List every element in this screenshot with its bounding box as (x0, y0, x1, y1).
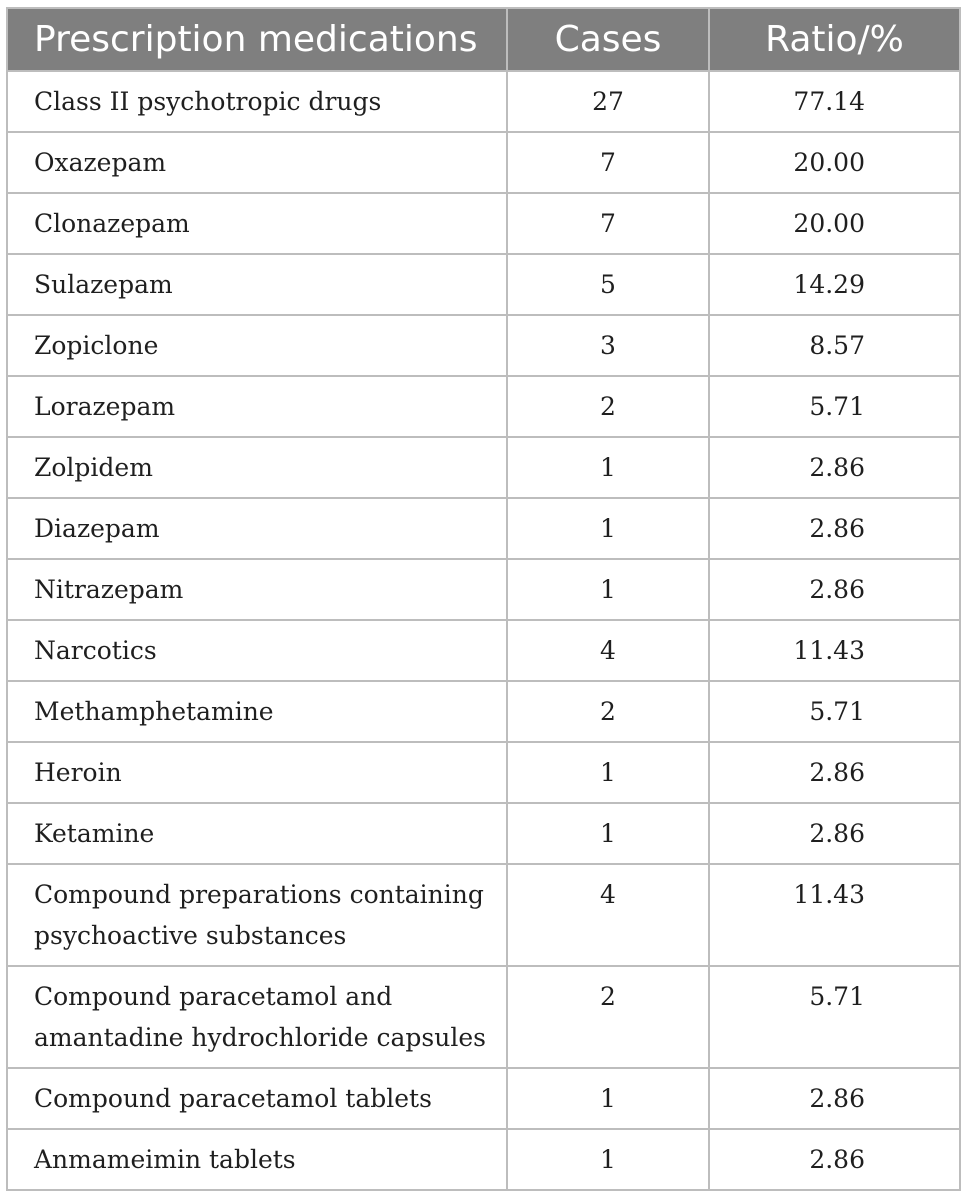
row-name: Narcotics (34, 636, 157, 665)
table-row (7, 71, 960, 132)
row-ratio-cell (709, 71, 960, 132)
header-ratio: Ratio/% (709, 8, 960, 71)
row-cases: 2 (600, 982, 616, 1011)
row-cases-cell (507, 315, 709, 376)
row-ratio-cell (709, 864, 960, 966)
row-cases: 1 (600, 453, 616, 482)
row-cases: 2 (600, 392, 616, 421)
row-ratio-cell (709, 376, 960, 437)
row-ratio: 14.29 (793, 270, 865, 299)
row-cases-cell (507, 132, 709, 193)
table-row (7, 681, 960, 742)
table-row (7, 193, 960, 254)
row-name: Diazepam (34, 514, 160, 543)
row-name: Oxazepam (34, 148, 167, 177)
table-row (7, 315, 960, 376)
row-cases: 5 (600, 270, 616, 299)
row-cases-cell (507, 864, 709, 966)
table-header-row (7, 8, 960, 71)
row-cases: 3 (600, 331, 616, 360)
row-ratio: 20.00 (793, 209, 865, 238)
row-cases-cell (507, 1068, 709, 1129)
table-row (7, 620, 960, 681)
row-cases: 1 (600, 575, 616, 604)
row-ratio: 2.86 (809, 453, 865, 482)
row-ratio: 5.71 (809, 392, 865, 421)
row-cases-cell (507, 376, 709, 437)
table-row (7, 559, 960, 620)
row-name: Compound preparations containing psychoactive substances (34, 880, 484, 950)
row-ratio-cell (709, 559, 960, 620)
row-cases-cell (507, 193, 709, 254)
row-ratio: 2.86 (809, 575, 865, 604)
table-row (7, 742, 960, 803)
table-row (7, 1068, 960, 1129)
row-name: Compound paracetamol and amantadine hydrochloride capsules (34, 982, 486, 1052)
row-ratio-cell (709, 966, 960, 1068)
row-name-cell (7, 437, 507, 498)
row-ratio-cell (709, 254, 960, 315)
row-cases: 4 (600, 636, 616, 665)
row-ratio-cell (709, 803, 960, 864)
row-name-cell (7, 1129, 507, 1190)
row-name: Nitrazepam (34, 575, 184, 604)
row-name-cell (7, 71, 507, 132)
row-ratio-cell (709, 437, 960, 498)
header-prescription-medications: Prescription medications (7, 8, 507, 71)
table-row (7, 376, 960, 437)
row-cases: 27 (592, 87, 624, 116)
row-ratio: 2.86 (809, 1084, 865, 1113)
row-name-cell (7, 864, 507, 966)
header-cases: Cases (507, 8, 709, 71)
row-cases: 4 (600, 880, 616, 909)
row-cases-cell (507, 254, 709, 315)
row-ratio-cell (709, 1068, 960, 1129)
row-ratio-cell (709, 620, 960, 681)
row-cases-cell (507, 681, 709, 742)
row-ratio-cell (709, 315, 960, 376)
row-ratio-cell (709, 132, 960, 193)
row-ratio: 11.43 (793, 636, 865, 665)
row-name: Heroin (34, 758, 122, 787)
row-cases-cell (507, 559, 709, 620)
row-cases-cell (507, 742, 709, 803)
row-name: Methamphetamine (34, 697, 274, 726)
row-ratio-cell (709, 498, 960, 559)
row-ratio: 5.71 (809, 982, 865, 1011)
row-cases: 1 (600, 1084, 616, 1113)
row-name-cell (7, 681, 507, 742)
row-ratio: 2.86 (809, 514, 865, 543)
row-name-cell (7, 559, 507, 620)
row-name: Sulazepam (34, 270, 173, 299)
row-name-cell (7, 132, 507, 193)
row-name-cell (7, 620, 507, 681)
row-cases: 7 (600, 209, 616, 238)
row-ratio: 77.14 (793, 87, 865, 116)
row-name: Anmameimin tablets (34, 1145, 296, 1174)
row-name: Class II psychotropic drugs (34, 87, 382, 116)
table-row (7, 437, 960, 498)
table-row (7, 1129, 960, 1190)
table-row (7, 864, 960, 966)
row-name-cell (7, 803, 507, 864)
row-cases-cell (507, 620, 709, 681)
row-name: Ketamine (34, 819, 155, 848)
row-cases: 2 (600, 697, 616, 726)
row-name-cell (7, 376, 507, 437)
table-row (7, 803, 960, 864)
row-name: Zolpidem (34, 453, 153, 482)
table-row (7, 254, 960, 315)
table-row (7, 966, 960, 1068)
row-ratio-cell (709, 1129, 960, 1190)
table-row (7, 498, 960, 559)
row-ratio-cell (709, 742, 960, 803)
row-cases: 1 (600, 514, 616, 543)
row-cases: 1 (600, 819, 616, 848)
medications-table (6, 7, 961, 1191)
row-name-cell (7, 315, 507, 376)
row-name-cell (7, 742, 507, 803)
row-ratio: 20.00 (793, 148, 865, 177)
row-name-cell (7, 1068, 507, 1129)
row-cases: 1 (600, 758, 616, 787)
table-row (7, 132, 960, 193)
row-cases-cell (507, 803, 709, 864)
row-cases-cell (507, 966, 709, 1068)
row-name: Zopiclone (34, 331, 159, 360)
row-ratio: 2.86 (809, 819, 865, 848)
row-cases-cell (507, 437, 709, 498)
row-cases-cell (507, 1129, 709, 1190)
row-name-cell (7, 966, 507, 1068)
row-name-cell (7, 193, 507, 254)
row-ratio: 2.86 (809, 758, 865, 787)
row-cases-cell (507, 71, 709, 132)
row-cases: 7 (600, 148, 616, 177)
row-ratio: 5.71 (809, 697, 865, 726)
row-cases-cell (507, 498, 709, 559)
row-name-cell (7, 254, 507, 315)
row-ratio-cell (709, 681, 960, 742)
row-ratio: 11.43 (793, 880, 865, 909)
row-ratio: 2.86 (809, 1145, 865, 1174)
row-name: Clonazepam (34, 209, 190, 238)
row-ratio: 8.57 (809, 331, 865, 360)
row-name-cell (7, 498, 507, 559)
row-cases: 1 (600, 1145, 616, 1174)
row-ratio-cell (709, 193, 960, 254)
row-name: Lorazepam (34, 392, 176, 421)
row-name: Compound paracetamol tablets (34, 1084, 432, 1113)
